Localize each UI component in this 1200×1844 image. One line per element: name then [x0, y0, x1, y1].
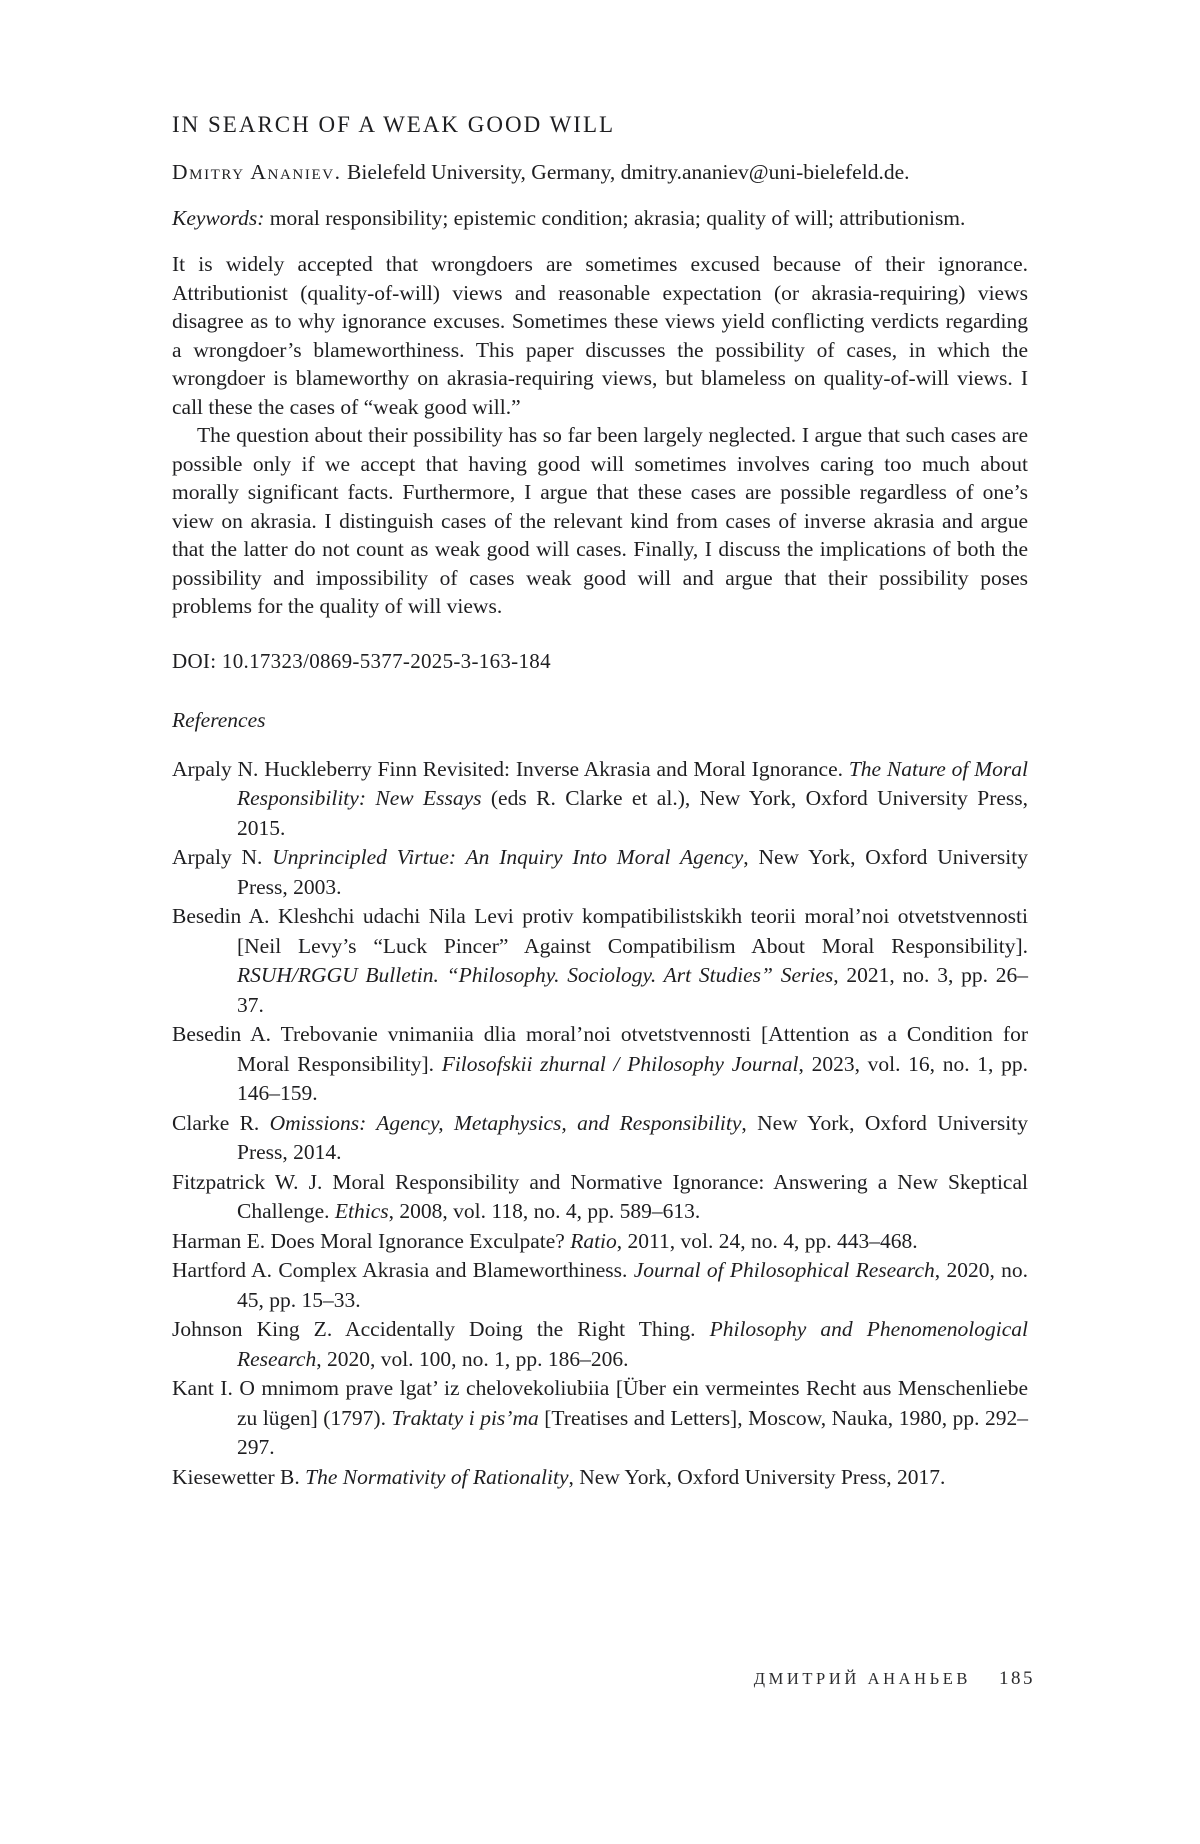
- abstract-paragraph-2: The question about their possibility has so far been largely neglected. I argue that such cases are possible only if we accept that having good will sometimes involves caring too much about morally significant facts. Furthermore, I argue that these cases are possible regardless of one’s view on akrasia. I distinguish cases of the relevant kind from cases of inverse akrasia and argue that the latter do not count as weak good will cases. Finally, I discuss the implications of both the possibility and impossibility of cases weak good will and argue that their possibility poses problems for the quality of will views.: [172, 423, 1028, 618]
- doi-line: [172, 649, 1028, 674]
- reference-item: Fitzpatrick W. J. Moral Responsibility and Normative Ignorance: Answering a New Skeptical Challenge. Ethics, 2008, vol. 118, no. 4, pp. 589–613.: [172, 1169, 1028, 1223]
- references-list: [172, 755, 1028, 1493]
- page-title: IN SEARCH OF A WEAK GOOD WILL: [172, 112, 616, 137]
- author-affiliation: Bielefeld University, Germany, dmitry.ananiev@uni-bielefeld.de.: [347, 160, 910, 184]
- doi-label: DOI:: [172, 648, 217, 673]
- doi-value: 10.17323/0869-5377-2025-3-163-184: [221, 648, 551, 673]
- reference-item: Johnson King Z. Accidentally Doing the Right Thing. Philosophy and Phenomenological Research, 2020, vol. 100, no. 1, pp. 186–206.: [172, 1317, 1028, 1371]
- reference-item: Arpaly N. Unprincipled Virtue: An Inquiry Into Moral Agency, New York, Oxford University Press, 2003.: [172, 845, 1028, 899]
- references-heading: References: [172, 707, 266, 732]
- abstract-paragraph-1: It is widely accepted that wrongdoers are sometimes excused because of their ignorance. Attributionist (quality-of-will) views and reasonable expectation (or akrasia-requiring) views disagree as to why ignorance excuses. Sometimes these views yield conflicting verdicts regarding a wrongdoer’s blameworthiness. This paper discusses the possibility of cases, in which the wrongdoer is blameworthy on akrasia-requiring views, but blameless on quality-of-will views. I call these the cases of “weak good will.”: [172, 252, 1028, 419]
- keywords-label: Keywords:: [172, 206, 265, 230]
- page-content: [172, 112, 1028, 1492]
- reference-item: Besedin A. Kleshchi udachi Nila Levi protiv kompatibilistskikh teorii moral’noi otvetstvennosti [Neil Levy’s “Luck Pincer” Against Compatibilism About Moral Responsibility]. RSUH/RGGU Bulletin. “Philosophy. Sociology. Art Studies” Series, 2021, no. 3, pp. 26–37.: [172, 904, 1029, 1017]
- keywords-text: moral responsibility; epistemic condition; akrasia; quality of will; attributionism.: [269, 206, 966, 230]
- reference-item: Clarke R. Omissions: Agency, Metaphysics, and Responsibility, New York, Oxford University Press, 2014.: [172, 1110, 1028, 1164]
- reference-item: Kiesewetter B. The Normativity of Rationality, New York, Oxford University Press, 2017.: [172, 1464, 946, 1489]
- footer-page-number: 185: [999, 1668, 1035, 1689]
- reference-item: Harman E. Does Moral Ignorance Exculpate? Ratio, 2011, vol. 24, no. 4, pp. 443–468.: [172, 1228, 918, 1253]
- reference-item: Arpaly N. Huckleberry Finn Revisited: Inverse Akrasia and Moral Ignorance. The Nature of Moral Responsibility: New Essays (eds R. Clarke et al.), New York, Oxford University Press, 2015.: [172, 756, 1029, 840]
- author-name: Dmitry Ananiev.: [172, 160, 342, 184]
- footer-running-author: ДМИТРИЙ АНАНЬЕВ: [753, 1669, 971, 1688]
- keywords-line: [172, 204, 1028, 233]
- author-line: [172, 158, 1028, 187]
- page-footer: [754, 1668, 1035, 1690]
- reference-item: Hartford A. Complex Akrasia and Blameworthiness. Journal of Philosophical Research, 2020, no. 45, pp. 15–33.: [172, 1258, 1028, 1312]
- reference-item: Besedin A. Trebovanie vnimaniia dlia moral’noi otvetstvennosti [Attention as a Condition for Moral Responsibility]. Filosofskii zhurnal / Philosophy Journal, 2023, vol. 16, no. 1, pp. 146–159.: [172, 1022, 1028, 1105]
- reference-item: Kant I. O mnimom prave lgat’ iz chelovekoliubiia [Über ein vermeintes Recht aus Menschenliebe zu lügen] (1797). Traktaty i pis’ma [Treatises and Letters], Moscow, Nauka, 1980, pp. 292–297.: [172, 1376, 1028, 1459]
